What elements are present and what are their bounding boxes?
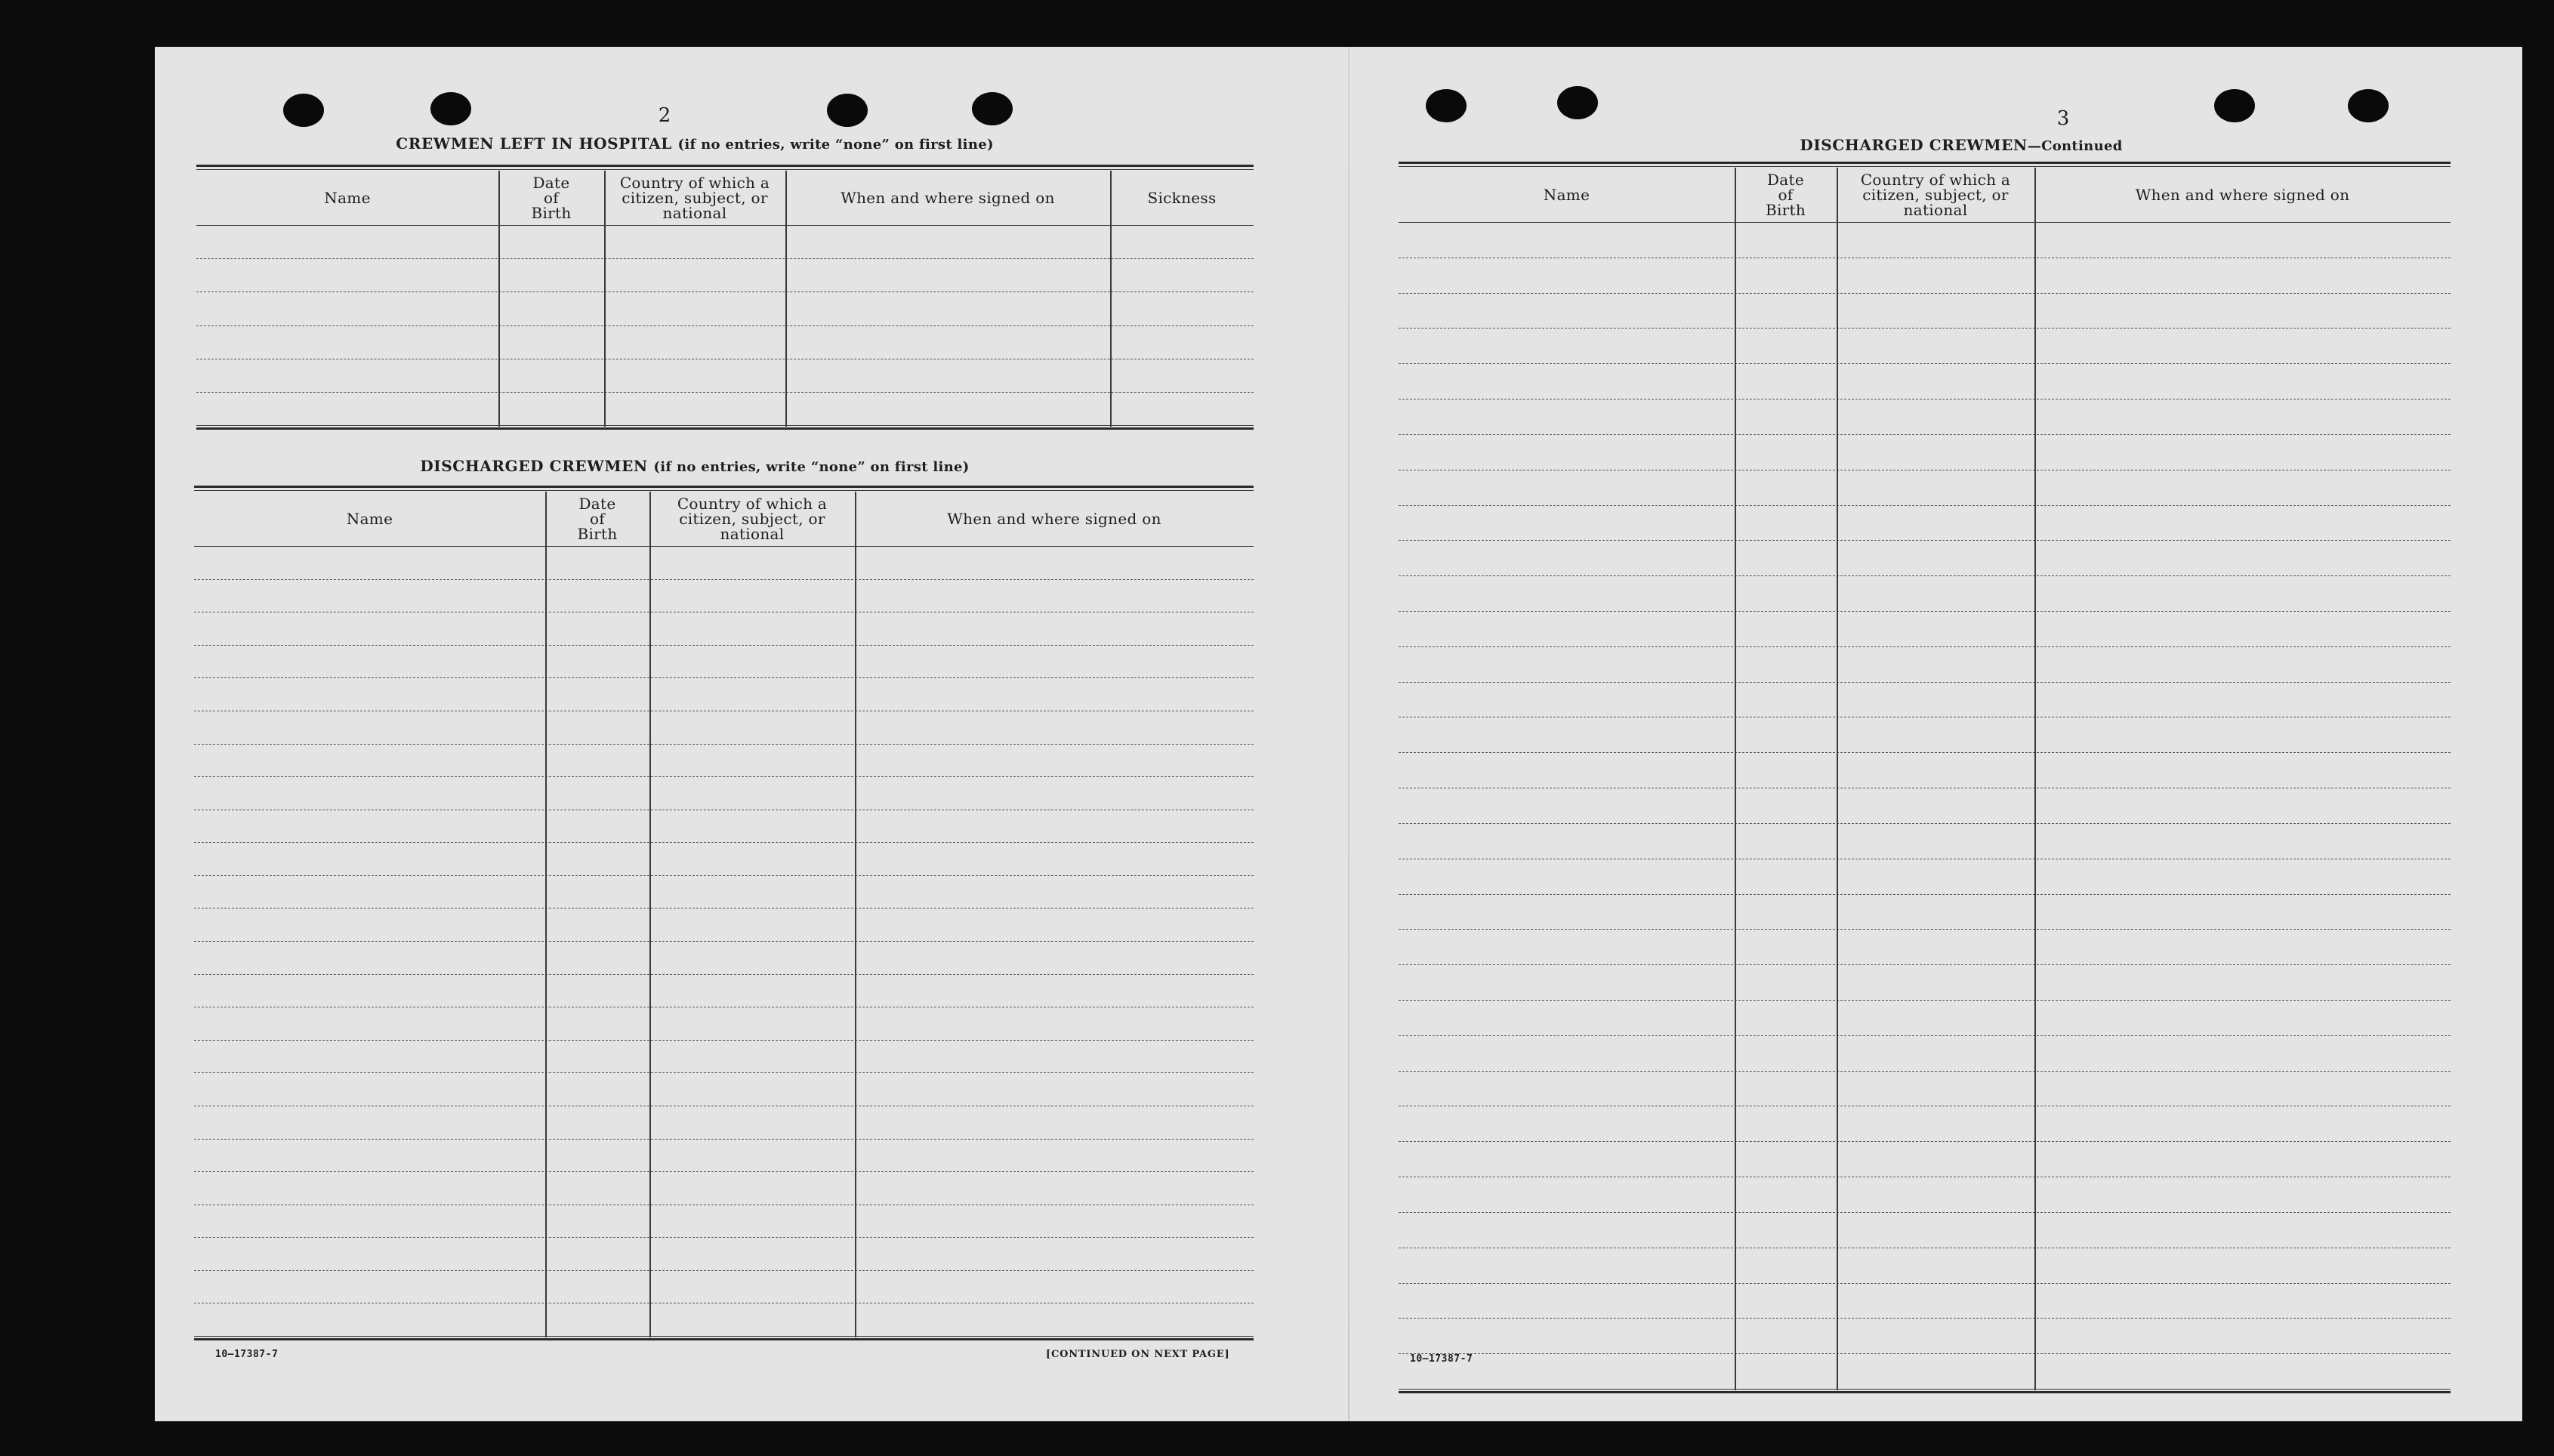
table-row-rule: [1399, 363, 2451, 364]
table-row-rule: [1399, 1071, 2451, 1072]
table-header-rule: [196, 225, 1254, 226]
table-row-rule: [194, 842, 1254, 843]
table-row-rule: [1399, 505, 2451, 506]
section-note: (if no entries, write “none” on first line): [653, 459, 970, 475]
column-header: [604, 171, 785, 225]
section-title-text: DISCHARGED CREWMEN: [1800, 136, 2028, 154]
column-header: [196, 171, 498, 225]
table-row-rule: [1399, 540, 2451, 541]
column-header-text: Country of which a citizen, subject, or national: [1860, 171, 2011, 219]
column-header-text: Country of which a citizen, subject, or national: [619, 174, 770, 222]
table-row-rule: [1399, 575, 2451, 576]
section-title-text: CREWMEN LEFT IN HOSPITAL: [396, 134, 672, 153]
column-header: [2034, 168, 2451, 222]
hospital-table: [196, 165, 1254, 482]
column-divider: [604, 171, 606, 427]
column-header-text: Name: [346, 510, 393, 528]
column-header: [194, 492, 545, 546]
column-header-text: Name: [1543, 186, 1590, 204]
column-header-text: Date of Birth: [531, 174, 572, 222]
table-row-rule: [194, 1171, 1254, 1172]
discharged-continued-table: [1399, 162, 2451, 1399]
table-row-rule: [1399, 964, 2451, 965]
column-divider: [2034, 168, 2036, 1390]
table-bottom-rule: [194, 1338, 1254, 1340]
table-bottom-rule: [1399, 1391, 2451, 1393]
table-top-rule: [194, 490, 1254, 491]
column-header: [649, 492, 855, 546]
table-row-rule: [1399, 434, 2451, 435]
column-divider: [785, 171, 787, 427]
form-code: 10—17387-7: [1410, 1353, 1473, 1365]
table-row-rule: [196, 258, 1254, 259]
table-row-rule: [194, 875, 1254, 876]
table-row-rule: [196, 425, 1254, 426]
table-top-rule: [1399, 166, 2451, 167]
column-divider: [1735, 168, 1736, 1390]
table-row-rule: [194, 645, 1254, 646]
table-row-rule: [194, 941, 1254, 942]
table-row-rule: [1399, 646, 2451, 647]
column-header: [498, 171, 604, 225]
section-note: (if no entries, write “none” on first line): [677, 137, 994, 153]
column-header: [855, 492, 1254, 546]
column-header-text: When and where signed on: [947, 510, 1161, 528]
table-row-rule: [1399, 611, 2451, 612]
table-top-rule: [196, 169, 1254, 170]
table-row-rule: [194, 1139, 1254, 1140]
column-header-text: When and where signed on: [841, 189, 1055, 207]
column-header-text: Sickness: [1147, 189, 1217, 207]
document-sheet: [155, 47, 2522, 1421]
page-number: 3: [2056, 107, 2070, 130]
discharged-continued-title: [1538, 136, 2384, 154]
table-row-rule: [194, 1072, 1254, 1073]
continued-note: [CONTINUED ON NEXT PAGE]: [1046, 1349, 1230, 1360]
right-page: [1349, 47, 2522, 1421]
table-header-rule: [1399, 222, 2451, 223]
column-divider: [545, 492, 547, 1337]
table-row-rule: [196, 325, 1254, 326]
table-row-rule: [1399, 328, 2451, 329]
hospital-section-title: [185, 134, 1205, 153]
table-row-rule: [194, 1336, 1254, 1337]
column-header: [1110, 171, 1254, 225]
column-header: [545, 492, 649, 546]
table-bottom-rule: [196, 427, 1254, 430]
column-header: [1735, 168, 1837, 222]
column-header: [1399, 168, 1735, 222]
table-row-rule: [194, 1040, 1254, 1041]
column-divider: [649, 492, 651, 1337]
column-header-text: When and where signed on: [2135, 186, 2350, 204]
discharged-section-title: [185, 457, 1205, 475]
column-header-text: Country of which a citizen, subject, or national: [677, 495, 828, 543]
table-row-rule: [1399, 894, 2451, 895]
table-row-rule: [194, 974, 1254, 975]
table-row-rule: [1399, 1389, 2451, 1390]
table-row-rule: [194, 677, 1254, 678]
table-row-rule: [194, 1270, 1254, 1271]
section-note: —Continued: [2027, 138, 2123, 154]
table-row-rule: [194, 1237, 1254, 1238]
column-header: [1837, 168, 2034, 222]
table-top-rule: [1399, 162, 2451, 164]
column-header: [785, 171, 1110, 225]
table-header-rule: [194, 546, 1254, 547]
table-row-rule: [1399, 1318, 2451, 1319]
table-row-rule: [1399, 1353, 2451, 1354]
discharged-table: [194, 486, 1254, 1388]
table-row-rule: [1399, 1283, 2451, 1284]
table-row-rule: [1399, 293, 2451, 294]
table-row-rule: [1399, 752, 2451, 753]
table-row-rule: [1399, 929, 2451, 930]
section-title-text: DISCHARGED CREWMEN: [420, 457, 648, 475]
table-row-rule: [196, 392, 1254, 393]
table-row-rule: [194, 744, 1254, 745]
table-row-rule: [1399, 1141, 2451, 1142]
column-header-text: Date of Birth: [577, 495, 618, 543]
table-row-rule: [1399, 1035, 2451, 1036]
column-divider: [1837, 168, 1838, 1390]
column-divider: [855, 492, 856, 1337]
table-row-rule: [194, 776, 1254, 777]
table-row-rule: [1399, 682, 2451, 683]
table-row-rule: [194, 579, 1254, 580]
table-top-rule: [194, 486, 1254, 488]
table-row-rule: [1399, 823, 2451, 824]
left-page: [155, 47, 1348, 1421]
form-code: 10—17387-7: [215, 1349, 279, 1360]
table-top-rule: [196, 165, 1254, 167]
page-number: 2: [658, 104, 671, 127]
column-divider: [1110, 171, 1112, 427]
column-divider: [498, 171, 500, 427]
table-row-rule: [1399, 1000, 2451, 1001]
column-header-text: Date of Birth: [1765, 171, 1806, 219]
column-header-text: Name: [324, 189, 371, 207]
table-row-rule: [1399, 1212, 2451, 1213]
